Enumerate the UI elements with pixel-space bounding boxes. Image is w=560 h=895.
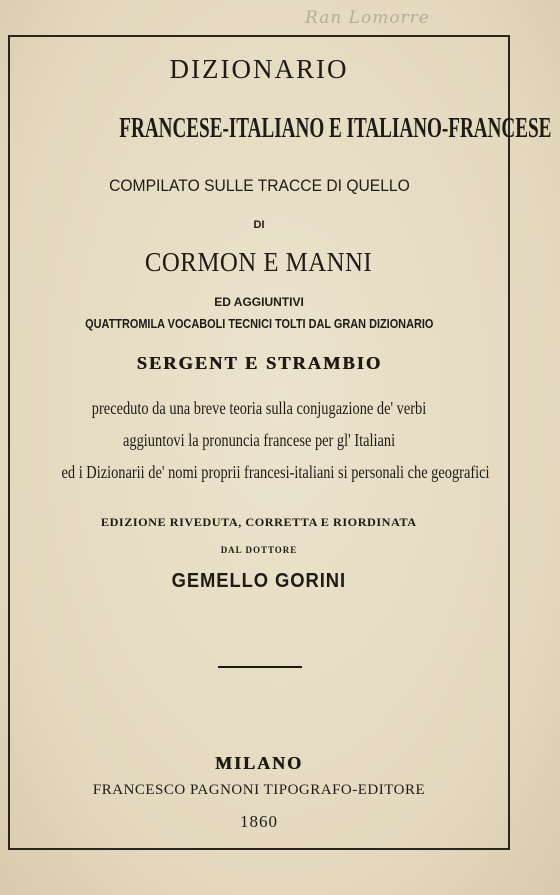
description-line-1: preceduto da una breve teoria sulla conjugazione de' verbi [91,398,427,418]
added-line: ED AGGIUNTIVI [214,295,304,309]
description-line-3: ed i Dizionarii de' nomi proprii francesi-italiani si personali che geografici [61,462,490,482]
authors-line: CORMON E MANNI [145,247,373,277]
edition-by: DAL DOTTORE [220,545,298,555]
imprint-publisher: FRANCESCO PAGNONI TIPOGRAFO-EDITORE [92,782,426,798]
edition-note: EDIZIONE RIVEDUTA, CORRETTA E RIORDINATA [101,515,417,529]
imprint-city: MILANO [215,753,303,773]
main-title: DIZIONARIO [169,54,349,84]
divider-rule [218,666,302,668]
di-line: DI [253,219,265,231]
editor-name: GEMELLO GORINI [171,570,347,592]
handwritten-note: Ran Lomorre [305,8,430,28]
languages-title: FRANCESE-ITALIANO E ITALIANO-FRANCESE [119,112,552,144]
description-line-2: aggiuntovi la pronuncia francese per gl' Italiani [122,430,396,450]
source-line: SERGENT E STRAMBIO [136,353,382,373]
imprint-year: 1860 [240,812,278,831]
technical-line: QUATTROMILA VOCABOLI TECNICI TOLTI DAL GRAN DIZIONARIO [84,316,434,331]
compiled-line: COMPILATO SULLE TRACCE DI QUELLO [108,176,410,195]
